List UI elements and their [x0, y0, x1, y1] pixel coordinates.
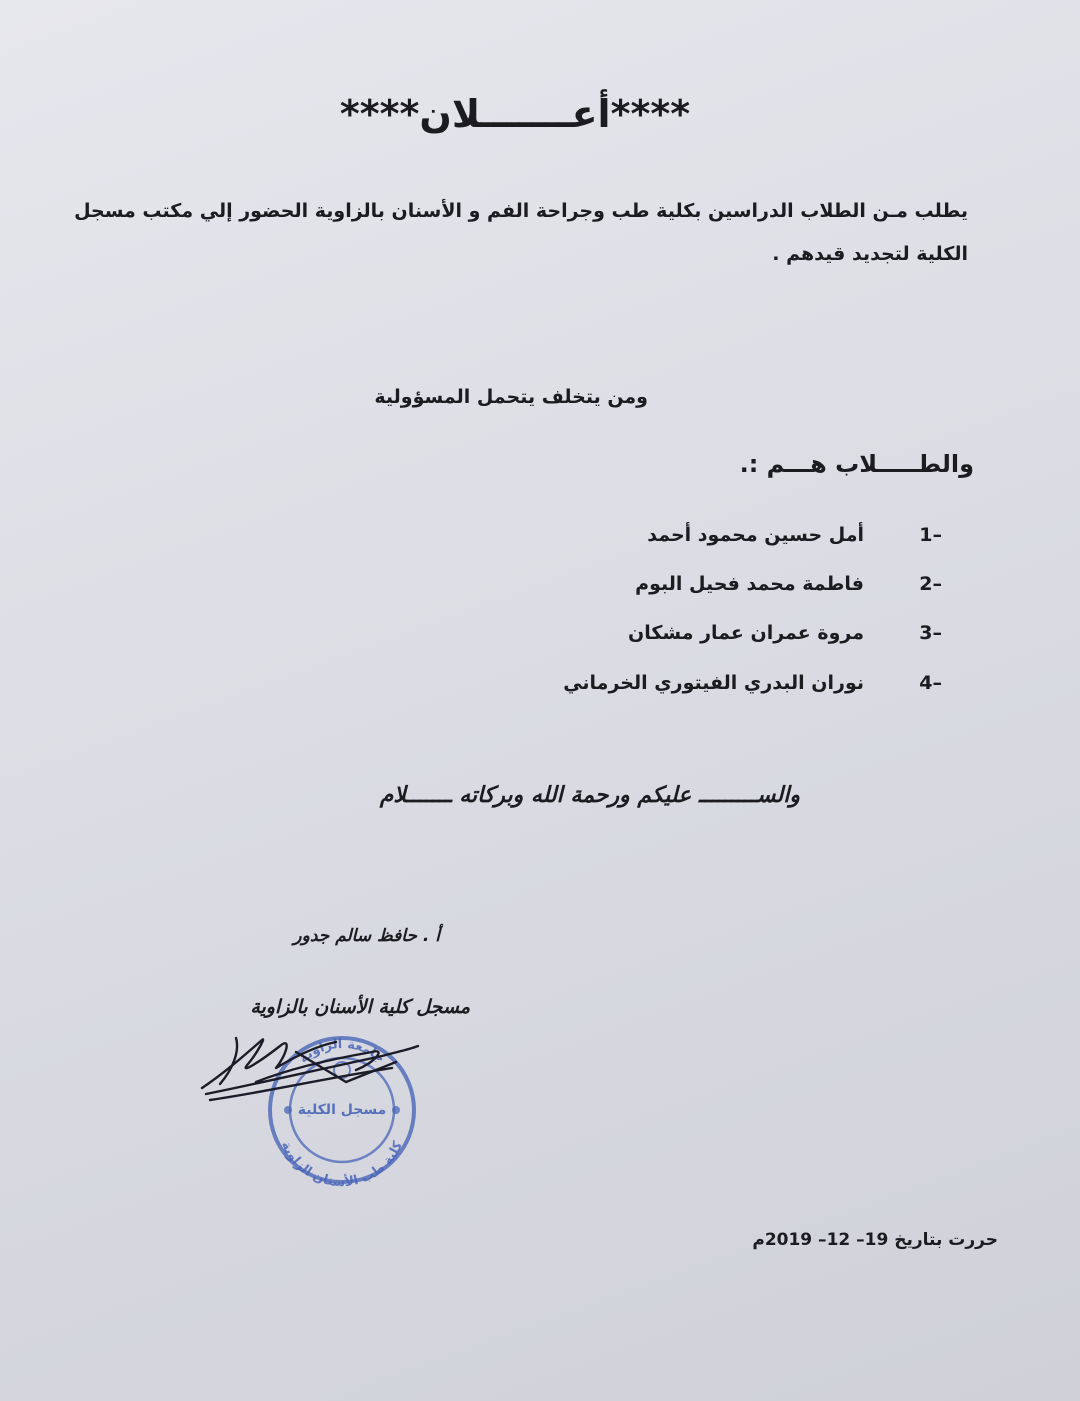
student-number: 4–	[919, 672, 942, 694]
announcement-title: ****أعـــــــلان****	[339, 92, 691, 136]
stamp-center-text: مسجل الكلية	[297, 1102, 387, 1118]
responsibility-note: ومن يتخلف يتحمل المسؤولية	[374, 386, 648, 408]
student-item	[563, 672, 942, 694]
svg-text:كلية طب الأسنان الزاوية	[278, 1139, 406, 1190]
stamp-top-text: جامعة الزاوية	[296, 1036, 388, 1067]
student-name: نوران البدري الفيتوري الخرماني	[563, 672, 864, 694]
official-stamp	[196, 1012, 436, 1192]
stamp-bottom-text: كلية طب الأسنان الزاوية	[277, 1139, 407, 1191]
students-heading: والطـــــلاب هـــم :.	[739, 450, 974, 478]
student-item	[628, 622, 942, 644]
student-name: فاطمة محمد فحيل البوم	[635, 573, 864, 595]
student-item	[635, 573, 942, 595]
student-name: مروة عمران عمار مشكان	[627, 622, 864, 644]
student-number: 2–	[919, 573, 942, 595]
announcement-paragraph-line-1: يطلب مـن الطلاب الدراسين بكلية طب وجراحة الفم و الأسنان بالزاوية الحضور إلي مكتب مسجل	[74, 200, 968, 222]
student-number: 3–	[919, 622, 942, 644]
signer-title: مسجل كلية الأسنان بالزاوية	[250, 996, 470, 1018]
announcement-paragraph-line-2: الكلية لتجديد قيدهم .	[772, 243, 968, 265]
student-item	[647, 524, 942, 546]
issue-date: حررت بتاريخ 19– 12– 2019م	[752, 1230, 998, 1250]
signer-name: أ . حافظ سالم جدور	[293, 926, 440, 946]
student-name: أمل حسين محمود أحمد	[647, 524, 864, 546]
closing-greeting: والســـــــــ عليكم ورحمة الله وبركاته ـــــــلام	[379, 783, 800, 808]
student-number: 1–	[919, 524, 942, 546]
